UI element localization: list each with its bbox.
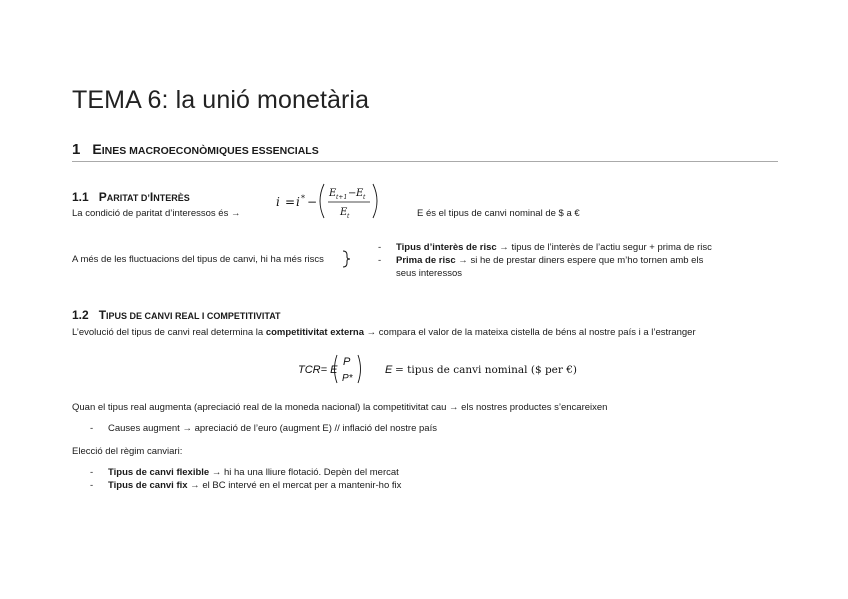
formula-p: P xyxy=(343,356,351,368)
item-term: Tipus de canvi fix xyxy=(108,480,188,491)
list-item: - Causes augment → apreciació de l’euro (augment E) // inflació del nostre país xyxy=(90,423,437,434)
list-item: - Tipus de canvi flexible → hi ha una lliure flotació. Depèn del mercat xyxy=(90,467,399,478)
brace-icon xyxy=(341,249,351,269)
formula-num-e2: E xyxy=(356,188,364,199)
item-text: → hi ha una lliure flotació. Depèn del mercat xyxy=(209,467,399,478)
heading-initial: T xyxy=(98,308,107,322)
item-text: → el BC intervé en el mercat per a mantenir-ho fix xyxy=(187,480,402,491)
item-term: Prima de risc xyxy=(396,255,456,266)
formula-num-minus: − xyxy=(348,188,357,199)
section-heading-1 xyxy=(72,141,778,162)
formula-num-sub1: t+1 xyxy=(336,194,348,201)
formula-i: i xyxy=(276,195,280,209)
section-heading-rest: INES MACROECONÒMIQUES ESSENCIALS xyxy=(101,145,319,157)
formula-e: E xyxy=(385,364,393,376)
list-item: - Tipus d’interès de risc → tipus de l’interès de l’actiu segur + prima de risc xyxy=(378,242,712,253)
e-definition: E és el tipus de canvi nominal de $ a € xyxy=(417,208,580,219)
section-heading-initial: E xyxy=(92,141,102,157)
page-title: TEMA 6: la unió monetària xyxy=(72,86,370,114)
heading-initial: P xyxy=(98,190,107,204)
item-text: → tipus de l’interès de l’actiu segur + prima de risc xyxy=(496,242,712,253)
formula-num-e1: E xyxy=(329,188,337,199)
bold-term: competitivitat externa xyxy=(265,327,365,338)
formula-pstar: P* xyxy=(342,373,353,384)
formula-minus: − xyxy=(307,195,318,209)
formula-istar: i xyxy=(296,195,300,209)
section-number: 1 xyxy=(72,141,81,158)
formula-eq: = xyxy=(285,195,296,209)
real-rate-text: Quan el tipus real augmenta (apreciació real de la moneda nacional) la competitivitat cau → els nostres productes s’encareixen xyxy=(72,402,608,413)
subsection-heading-1-2 xyxy=(72,308,281,322)
subsection-number: 1.1 xyxy=(72,190,89,204)
list-item: - Tipus de canvi fix → el BC intervé en el mercat per a mantenir-ho fix xyxy=(90,480,402,491)
heading-initial-2: I xyxy=(149,190,154,204)
parity-condition-text: La condició de paritat d’interessos és → xyxy=(72,208,241,219)
regime-list xyxy=(90,466,401,492)
right-paren xyxy=(373,184,377,218)
subsection-heading-1-1 xyxy=(72,190,190,204)
formula-e-definition: = tipus de canvi nominal ($ per €) xyxy=(395,364,578,376)
interest-parity-formula xyxy=(272,180,382,222)
right-paren xyxy=(358,355,361,383)
regime-text: Elecció del règim canviari: xyxy=(72,446,183,457)
heading-rest: IPUS DE CANVI REAL I COMPETITIVITAT xyxy=(106,311,281,321)
formula-num-sub2: t xyxy=(363,194,366,201)
subsection-number: 1.2 xyxy=(72,308,89,322)
item-term: Tipus d’interès de risc xyxy=(396,242,497,253)
heading-apostrophe: ’ xyxy=(147,193,150,203)
formula-den-e: E xyxy=(340,207,348,218)
list-item: - Prima de risc → si he de prestar diners espere que m’ho tornen amb els xyxy=(378,255,704,266)
item-text: → si he de prestar diners espere que m’ho tornen amb els xyxy=(455,255,704,266)
risk-intro-text: A més de les fluctuacions del tipus de canvi, hi ha més riscs xyxy=(72,254,324,265)
heading-rest: NTERÈS xyxy=(153,193,190,203)
formula-tcr: TCR= E xyxy=(298,364,338,376)
left-paren xyxy=(320,184,324,218)
list-item-continuation: seus interessos xyxy=(396,268,463,279)
text-part: L’evolució del tipus de canvi real determina la xyxy=(72,327,266,338)
competitiveness-text xyxy=(72,327,696,338)
tcr-formula xyxy=(296,352,578,386)
heading-part: ARITAT D xyxy=(106,193,148,203)
causes-list xyxy=(90,422,437,435)
risk-list xyxy=(378,241,758,280)
formula-den-sub: t xyxy=(347,213,350,220)
text-part: → compara el valor de la mateixa cistella de béns al nostre país i a l’estranger xyxy=(364,327,696,338)
formula-star: * xyxy=(301,194,305,203)
item-term: Tipus de canvi flexible xyxy=(108,467,210,478)
